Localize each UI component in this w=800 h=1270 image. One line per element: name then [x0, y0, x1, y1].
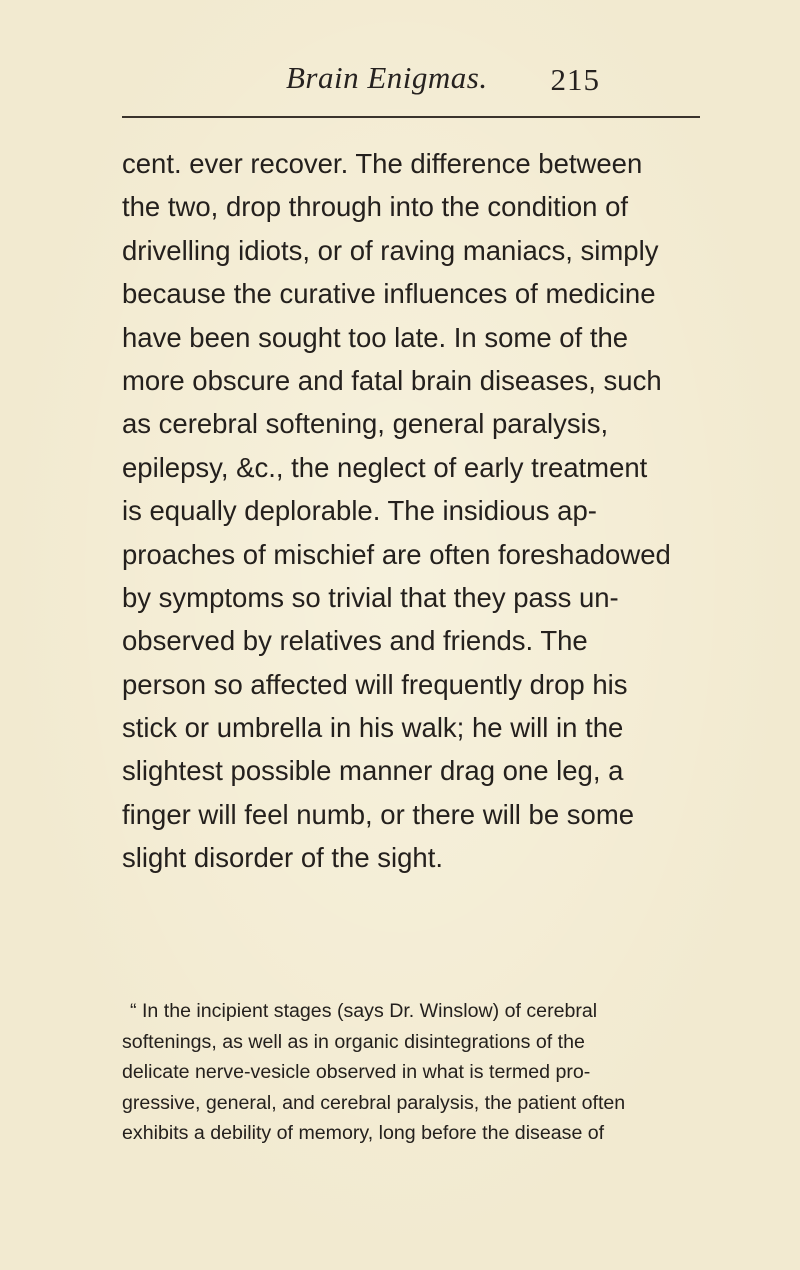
quote-line: “ In the incipient stages (says Dr. Winslow) of cerebral [130, 1000, 598, 1022]
text-line: finger will feel numb, or there will be some [122, 798, 635, 830]
text-line: person so affected will frequently drop his [122, 668, 628, 700]
text-line: proaches of mischief are often foreshadowed [122, 538, 671, 570]
text-line: more obscure and fatal brain diseases, such [122, 364, 662, 396]
text-line: is equally deplorable. The insidious ap- [122, 495, 597, 527]
text-line: slight disorder of the sight. [122, 842, 444, 874]
text-line: stick or umbrella in his walk; he will in the [122, 712, 624, 744]
text-line: cent. ever recover. The difference between [122, 148, 643, 179]
quote-line: exhibits a debility of memory, long before the disease of [122, 1122, 605, 1145]
text-line: the two, drop through into the condition of [122, 191, 629, 223]
quote-line: delicate nerve-vesicle observed in what is termed pro- [122, 1061, 591, 1084]
text-line: have been sought too late. In some of the [122, 321, 629, 353]
text-line: drivelling idiots, or of raving maniacs, simply [122, 234, 659, 266]
header-rule [122, 116, 700, 118]
page-number: 215 [550, 62, 600, 97]
text-line: slightest possible manner drag one leg, a [122, 755, 624, 787]
quote-line: softenings, as well as in organic disintegrations of the [122, 1030, 585, 1053]
text-line: by symptoms so trivial that they pass un- [122, 581, 619, 613]
text-line: epilepsy, &c., the neglect of early treatment [122, 451, 648, 483]
text-line: because the curative influences of medicine [122, 278, 656, 310]
running-title: Brain Enigmas. [286, 60, 488, 95]
page-header [270, 58, 600, 108]
quote-line: gressive, general, and cerebral paralysis, the patient often [122, 1091, 626, 1114]
quoted-passage [122, 996, 712, 1149]
body-paragraph [122, 142, 712, 880]
text-line: observed by relatives and friends. The [122, 625, 588, 657]
text-line: as cerebral softening, general paralysis, [122, 408, 609, 440]
